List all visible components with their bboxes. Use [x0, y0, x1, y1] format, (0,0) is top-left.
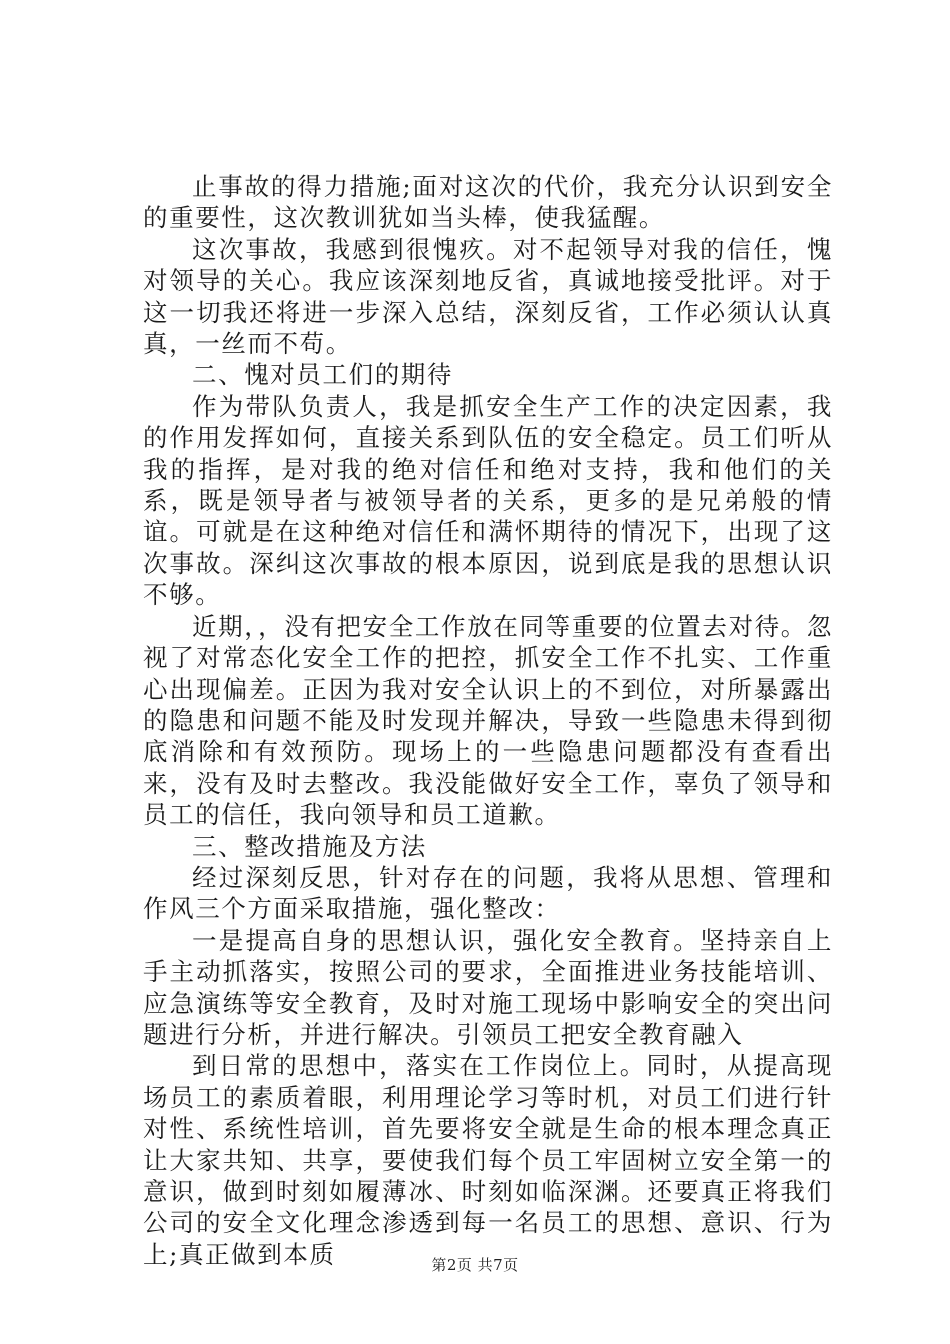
- document-body: [143, 171, 833, 1270]
- section-heading: 三、整改措施及方法: [192, 831, 427, 861]
- paragraph: 作为带队负责人，我是抓安全生产工作的决定因素，我的作用发挥如何，直接关系到队伍的安全稳定。员工们听从我的指挥，是对我的绝对信任和绝对支持，我和他们的关系，既是领导者与被领导者的关系，更多的是兄弟般的情谊。可就是在这种绝对信任和满怀期待的情况下，出现了这次事故。深纠这次事故的根本原因，说到底是我的思想认识不够。: [143, 391, 833, 610]
- paragraph: 这次事故，我感到很愧疚。对不起领导对我的信任，愧对领导的关心。我应该深刻地反省，真诚地接受批评。对于这一切我还将进一步深入总结，深刻反省，工作必须认认真真，一丝而不苟。: [143, 234, 833, 359]
- paragraph: 止事故的得力措施;面对这次的代价，我充分认识到安全的重要性，这次教训犹如当头棒，使我猛醒。: [143, 172, 833, 233]
- page-number-footer: 第2页 共7页: [431, 1256, 519, 1274]
- section-heading: 二、愧对员工们的期待: [192, 360, 453, 390]
- paragraph: 近期，，没有把安全工作放在同等重要的位置去对待。忽视了对常态化安全工作的把控，抓安全工作不扎实、工作重心出现偏差。正因为我对安全认识上的不到位，对所暴露出的隐患和问题不能及时发现并解决，导致一些隐患未得到彻底消除和有效预防。现场上的一些隐患问题都没有查看出来，没有及时去整改。我没能做好安全工作，辜负了领导和员工的信任，我向领导和员工道歉。: [143, 611, 833, 830]
- paragraph: 到日常的思想中，落实在工作岗位上。同时，从提高现场员工的素质着眼，利用理论学习等时机，对员工们进行针对性、系统性培训，首先要将安全就是生命的根本理念真正让大家共知、共享，要使我们每个员工牢固树立安全第一的意识，做到时刻如履薄冰、时刻如临深渊。还要真正将我们公司的安全文化理念渗透到每一名员工的思想、意识、行为上;真正做到本质: [143, 1051, 833, 1269]
- paragraph: 一是提高自身的思想认识，强化安全教育。坚持亲自上手主动抓落实，按照公司的要求，全面推进业务技能培训、应急演练等安全教育，及时对施工现场中影响安全的突出问题进行分析，并进行解决。引领员工把安全教育融入: [143, 925, 833, 1049]
- paragraph: 经过深刻反思，针对存在的问题，我将从思想、管理和作风三个方面采取措施，强化整改：: [143, 862, 833, 924]
